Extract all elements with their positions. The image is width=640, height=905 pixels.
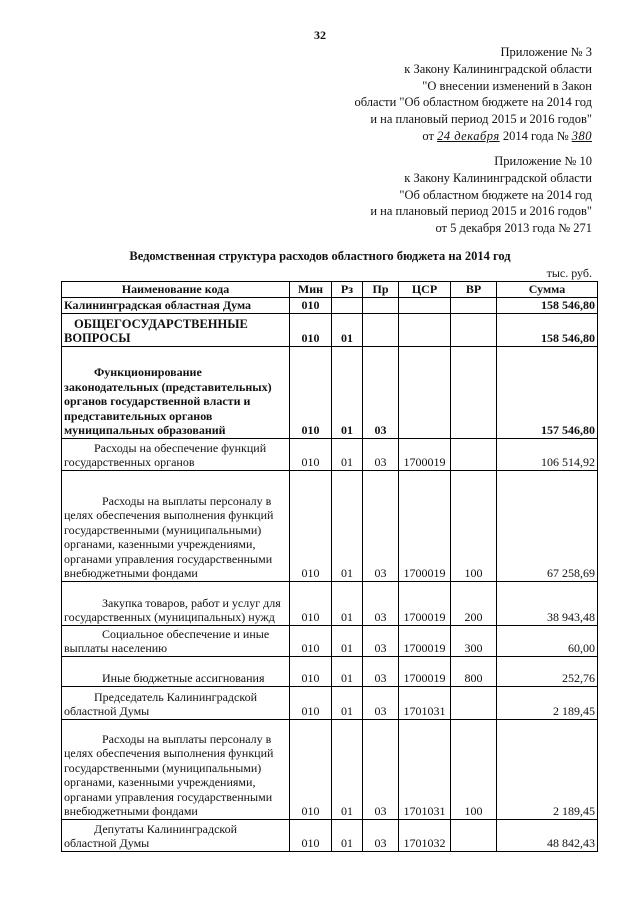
row-rz: 01 [332, 346, 363, 438]
row-min: 010 [290, 438, 332, 470]
row-pr: 03 [363, 656, 399, 686]
row-pr [363, 297, 399, 313]
row-min: 010 [290, 686, 332, 719]
row-sum: 2 189,45 [497, 686, 598, 719]
table-row [62, 686, 598, 719]
row-rz [332, 297, 363, 313]
row-rz: 01 [332, 686, 363, 719]
row-sum: 38 943,48 [497, 581, 598, 625]
row-min: 010 [290, 313, 332, 346]
annex-current-block [355, 44, 593, 145]
row-csr [399, 346, 451, 438]
row-vr [451, 819, 497, 851]
row-sum: 60,00 [497, 625, 598, 656]
row-min: 010 [290, 719, 332, 819]
row-vr: 100 [451, 470, 497, 581]
row-min: 010 [290, 625, 332, 656]
row-pr: 03 [363, 719, 399, 819]
handwritten-number: 380 [571, 128, 592, 143]
table-row [62, 581, 598, 625]
date-mid: 2014 года № [502, 128, 569, 143]
row-vr [451, 346, 497, 438]
annex-current-line3: "О внесении изменений в Закон [422, 78, 592, 93]
row-pr: 03 [363, 470, 399, 581]
row-csr: 1701031 [399, 686, 451, 719]
row-vr [451, 438, 497, 470]
annex-current-date-line [355, 128, 593, 145]
row-name: Функционирование законодательных (представительных) органов государственной власти и представительных органов муниципальных образований [62, 346, 290, 438]
row-csr: 1701031 [399, 719, 451, 819]
row-name: Депутаты Калининградской областной Думы [62, 819, 290, 851]
annex-original-line2: к Закону Калининградской области [404, 170, 592, 185]
row-name: Расходы на выплаты персоналу в целях обеспечения выполнения функций государственными (муниципальными) органами, казенными учреждениями, органами управления государственными внебюджетными фондами [62, 470, 290, 581]
table-row [62, 719, 598, 819]
row-name: Социальное обеспечение и иные выплаты населению [62, 625, 290, 656]
row-vr: 100 [451, 719, 497, 819]
header-rz: Рз [332, 282, 363, 298]
annex-current-line2: к Закону Калининградской области [404, 61, 592, 76]
table-header-row [62, 282, 598, 298]
annex-original-line4: и на плановый период 2015 и 2016 годов" [370, 204, 592, 219]
row-min: 010 [290, 297, 332, 313]
row-csr [399, 313, 451, 346]
row-sum: 158 546,80 [497, 313, 598, 346]
row-sum: 48 842,43 [497, 819, 598, 851]
row-pr: 03 [363, 346, 399, 438]
annex-original-block [370, 153, 592, 237]
row-name: Расходы на выплаты персоналу в целях обеспечения выполнения функций государственными (муниципальными) органами, казенными учреждениями, органами управления государственными внебюджетными фондами [62, 719, 290, 819]
budget-table [61, 281, 598, 852]
row-name: Калининградская областная Дума [62, 297, 290, 313]
row-csr: 1701032 [399, 819, 451, 851]
row-min: 010 [290, 470, 332, 581]
row-pr: 03 [363, 686, 399, 719]
row-csr: 1700019 [399, 656, 451, 686]
row-vr [451, 313, 497, 346]
row-rz: 01 [332, 719, 363, 819]
table-row [62, 656, 598, 686]
row-vr: 200 [451, 581, 497, 625]
table-row [62, 470, 598, 581]
document-title: Ведомственная структура расходов областного бюджета на 2014 год [129, 249, 511, 263]
header-vr: ВР [451, 282, 497, 298]
header-pr: Пр [363, 282, 399, 298]
row-sum: 67 258,69 [497, 470, 598, 581]
annex-original-line1: Приложение № 10 [494, 154, 592, 168]
row-csr: 1700019 [399, 581, 451, 625]
row-pr: 03 [363, 438, 399, 470]
annex-original-line3: "Об областном бюджете на 2014 год [399, 187, 592, 202]
header-min: Мин [290, 282, 332, 298]
row-csr: 1700019 [399, 438, 451, 470]
row-rz: 01 [332, 656, 363, 686]
header-name: Наименование кода [62, 282, 290, 298]
row-min: 010 [290, 581, 332, 625]
table-row [62, 297, 598, 313]
row-name: Закупка товаров, работ и услуг для государственных (муниципальных) нужд [62, 581, 290, 625]
row-sum: 252,76 [497, 656, 598, 686]
annex-current-line4: области "Об областном бюджете на 2014 год [354, 95, 592, 110]
row-sum: 158 546,80 [497, 297, 598, 313]
row-rz: 01 [332, 581, 363, 625]
row-sum: 157 546,80 [497, 346, 598, 438]
page-number: 32 [314, 28, 326, 42]
annex-current-line1: Приложение № 3 [500, 45, 592, 59]
row-vr [451, 297, 497, 313]
row-csr: 1700019 [399, 625, 451, 656]
row-csr: 1700019 [399, 470, 451, 581]
row-rz: 01 [332, 438, 363, 470]
row-name: ОБЩЕГОСУДАРСТВЕННЫЕ ВОПРОСЫ [62, 313, 290, 346]
table-row [62, 313, 598, 346]
row-rz: 01 [332, 313, 363, 346]
row-csr [399, 297, 451, 313]
row-name: Иные бюджетные ассигнования [62, 656, 290, 686]
row-name: Председатель Калининградской областной Думы [62, 686, 290, 719]
handwritten-date: 24 декабря [437, 128, 500, 143]
header-sum: Сумма [497, 282, 598, 298]
row-min: 010 [290, 346, 332, 438]
row-vr [451, 686, 497, 719]
row-sum: 2 189,45 [497, 719, 598, 819]
row-rz: 01 [332, 819, 363, 851]
table-row [62, 438, 598, 470]
date-prefix: от [422, 128, 434, 143]
row-name: Расходы на обеспечение функций государственных органов [62, 438, 290, 470]
annex-current-line5: и на плановый период 2015 и 2016 годов" [370, 112, 592, 127]
row-pr: 03 [363, 581, 399, 625]
row-vr: 300 [451, 625, 497, 656]
row-pr: 03 [363, 819, 399, 851]
table-row [62, 819, 598, 851]
table-row [62, 625, 598, 656]
row-min: 010 [290, 656, 332, 686]
row-rz: 01 [332, 470, 363, 581]
row-min: 010 [290, 819, 332, 851]
unit-label: тыс. руб. [546, 266, 592, 280]
row-sum: 106 514,92 [497, 438, 598, 470]
row-rz: 01 [332, 625, 363, 656]
row-pr: 03 [363, 625, 399, 656]
table-row [62, 346, 598, 438]
row-pr [363, 313, 399, 346]
annex-original-line5: от 5 декабря 2013 года № 271 [435, 221, 592, 236]
header-csr: ЦСР [399, 282, 451, 298]
row-vr: 800 [451, 656, 497, 686]
